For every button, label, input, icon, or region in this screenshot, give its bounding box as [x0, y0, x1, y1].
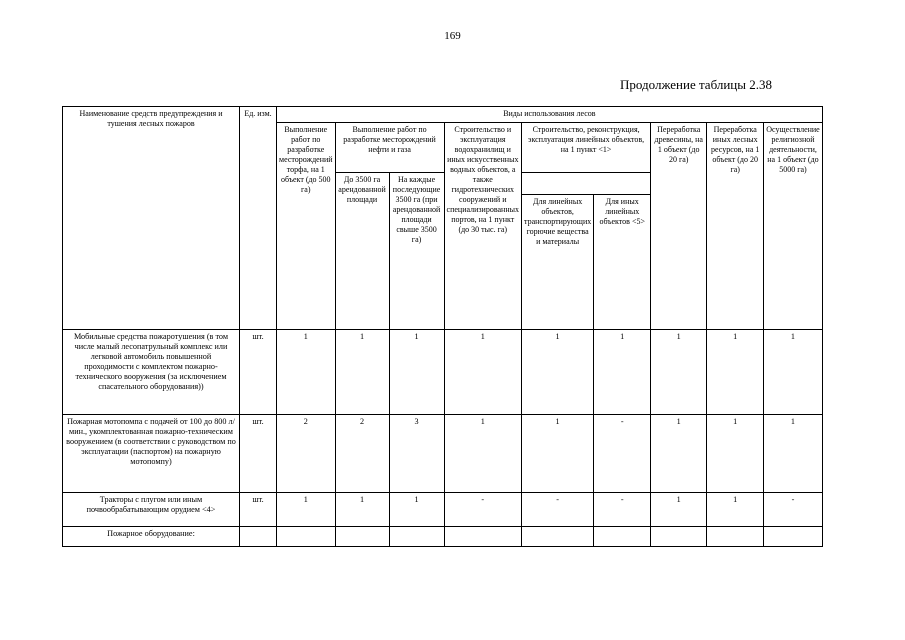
- cell-value: 1: [707, 493, 764, 527]
- cell-value: 1: [335, 330, 389, 415]
- column-header-unit: Ед. изм.: [240, 107, 277, 330]
- cell-value: [389, 527, 444, 547]
- column-header-linear-flammable: Для линейных объектов, транспортирующих горючие вещества и материалы: [521, 195, 593, 330]
- cell-value: 1: [277, 493, 336, 527]
- cell-value: 1: [389, 493, 444, 527]
- column-header-wood-processing: Переработка древесины, на 1 объект (до 20 га): [651, 123, 707, 330]
- linear-objects-spacer: [521, 173, 650, 195]
- cell-value: 1: [444, 330, 521, 415]
- cell-value: -: [764, 493, 823, 527]
- group-header-oil-gas: Выполнение работ по разработке месторождений нефти и газа: [335, 123, 444, 173]
- cell-value: 2: [335, 415, 389, 493]
- cell-value: [521, 527, 593, 547]
- cell-value: 1: [277, 330, 336, 415]
- cell-value: [594, 527, 651, 547]
- row-unit: [240, 527, 277, 547]
- table-row: [63, 527, 823, 547]
- column-header-religious: Осуществление религиозной деятельности, на 1 объект (до 5000 га): [764, 123, 823, 330]
- cell-value: 1: [521, 415, 593, 493]
- column-header-other-resources: Переработка иных лесных ресурсов, на 1 объект (до 20 га): [707, 123, 764, 330]
- cell-value: -: [594, 493, 651, 527]
- cell-value: 1: [764, 330, 823, 415]
- cell-value: [444, 527, 521, 547]
- cell-value: 1: [764, 415, 823, 493]
- page-number: 169: [444, 30, 461, 42]
- row-name: Пожарное оборудование:: [63, 527, 240, 547]
- row-unit: шт.: [240, 415, 277, 493]
- column-header-oil-up-to-3500: До 3500 га арендованной площади: [335, 173, 389, 330]
- cell-value: 1: [651, 493, 707, 527]
- column-header-linear-other: Для иных линейных объектов <5>: [594, 195, 651, 330]
- cell-value: -: [521, 493, 593, 527]
- cell-value: -: [594, 415, 651, 493]
- cell-value: [277, 527, 336, 547]
- column-header-reservoirs: Строительство и эксплуатация водохранилищ и иных искусственных водных объектов, а также гидротехнических сооружений и специализированных портов, на 1 пункт (до 30 тыс. га): [444, 123, 521, 330]
- cell-value: 1: [707, 415, 764, 493]
- cell-value: [651, 527, 707, 547]
- cell-value: 1: [335, 493, 389, 527]
- row-unit: шт.: [240, 493, 277, 527]
- table-caption: Продолжение таблицы 2.38: [620, 77, 772, 92]
- cell-value: 1: [651, 415, 707, 493]
- table-row: [63, 493, 823, 527]
- cell-value: 1: [521, 330, 593, 415]
- row-name: Мобильные средства пожаротушения (в том числе малый лесопатрульный комплекс или легковой автомобиль повышенной проходимости с комплектом пожарно-технического вооружения (за исключением спасательного оборудования)): [63, 330, 240, 415]
- cell-value: 3: [389, 415, 444, 493]
- cell-value: [707, 527, 764, 547]
- column-header-name: Наименование средств предупреждения и тушения лесных пожаров: [63, 107, 240, 330]
- cell-value: [335, 527, 389, 547]
- column-header-oil-each-3500: На каждые последующие 3500 га (при арендованной площади свыше 3500 га): [389, 173, 444, 330]
- cell-value: [764, 527, 823, 547]
- row-unit: шт.: [240, 330, 277, 415]
- table-row: [63, 330, 823, 415]
- column-header-peat: Выполнение работ по разработке месторождений торфа, на 1 объект (до 500 га): [277, 123, 336, 330]
- table-row: [63, 415, 823, 493]
- cell-value: 1: [651, 330, 707, 415]
- row-name: Тракторы с плугом или иным почвообрабатывающим орудием <4>: [63, 493, 240, 527]
- cell-value: 1: [707, 330, 764, 415]
- forest-fire-equipment-table: [62, 106, 823, 547]
- row-name: Пожарная мотопомпа с подачей от 100 до 800 л/мин., укомплектованная пожарно-техническим вооружением (в соответствии с руководством по эксплуатации (паспортом) на пожарную мотопомпу): [63, 415, 240, 493]
- cell-value: 1: [444, 415, 521, 493]
- cell-value: 1: [389, 330, 444, 415]
- group-header-forest-use: Виды использования лесов: [277, 107, 823, 123]
- cell-value: -: [444, 493, 521, 527]
- cell-value: 1: [594, 330, 651, 415]
- group-header-linear-objects: Строительство, реконструкция, эксплуатация линейных объектов, на 1 пункт <1>: [521, 123, 650, 173]
- cell-value: 2: [277, 415, 336, 493]
